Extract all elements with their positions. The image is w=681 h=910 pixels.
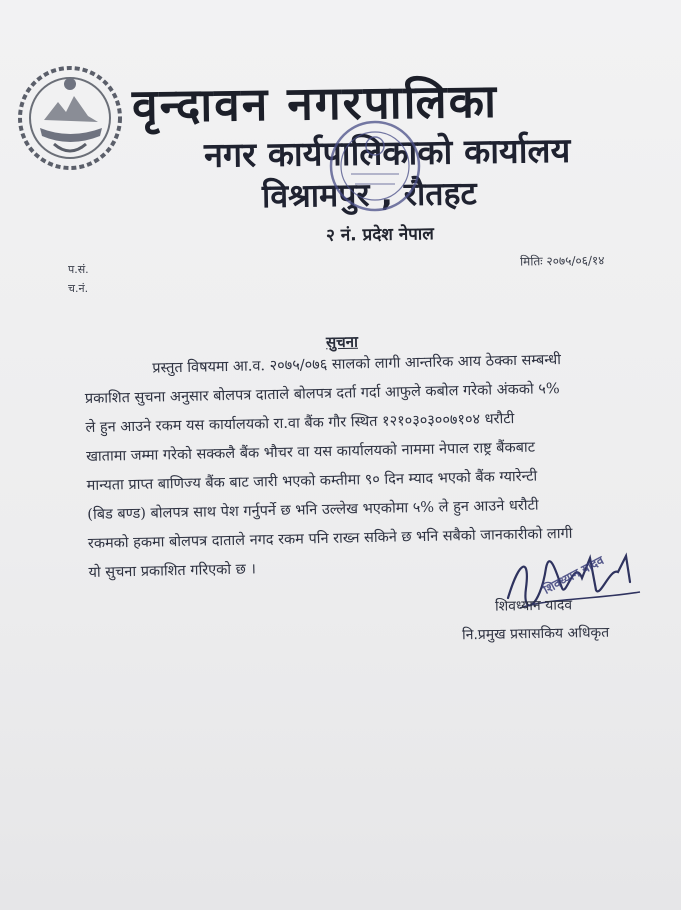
- notice-line: (बिड बण्ड) बोलपत्र साथ पेश गर्नुपर्ने छ भनि उल्लेख भएकोमा ५% ले हुन आउने धरौटी: [87, 497, 539, 523]
- notice-line: खातामा जम्मा गरेको सक्कलै बैंक भौचर वा यस कार्यालयको नाममा नेपाल राष्ट्र बैंकबाट: [85, 439, 536, 465]
- letter-ref-label: प.सं.: [68, 263, 89, 276]
- notice-line: यो सुचना प्रकाशित गरिएको छ ।: [88, 561, 257, 581]
- signer-name: शिवध्यान यादव: [494, 597, 573, 615]
- nepal-emblem-icon: [14, 62, 126, 174]
- notice-title: सुचना: [325, 332, 359, 352]
- province-label: २ नं. प्रदेश नेपाल: [325, 224, 434, 246]
- office-name: नगर कार्यपालिकाको कार्यालय: [203, 130, 571, 176]
- letter-date: मितिः २०७५/०६/१४: [519, 253, 605, 269]
- office-location: विश्रामपुर , रौतहट: [261, 174, 477, 216]
- signatory-stamp: शिवध्यान यादव: [540, 553, 607, 597]
- notice-line: प्रकाशित सुचना अनुसार बोलपत्र दाताले बोलपत्र दर्ता गर्दा आफुले कबोल गरेको अंकको ५%: [84, 381, 560, 407]
- signer-title: नि.प्रमुख प्रसासकिय अधिकृत: [461, 624, 610, 644]
- municipality-name: वृन्दावन नगरपालिका: [131, 73, 499, 133]
- notice-line: ले हुन आउने रकम यस कार्यालयको रा.वा बैंक गौर स्थित १२१०३०३००७१०४ धरौटी: [85, 411, 515, 436]
- notice-line: प्रस्तुत विषयमा आ.व. २०७५/०७६ सालको लागी आन्तरिक आय ठेक्का सम्बन्धी: [152, 352, 562, 377]
- dispatch-no-label: च.नं.: [68, 282, 89, 295]
- office-seal-stamp: [315, 112, 435, 224]
- notice-line: रकमको हकमा बोलपत्र दाताले नगद रकम पनि राख्न सकिने छ भनि सबैको जानकारीको लागी: [87, 525, 573, 552]
- notice-line: मान्यता प्राप्त बाणिज्य बैंक बाट जारी भएको कम्तीमा ९० दिन म्याद भएको बैंक ग्यारेन्टी: [86, 468, 538, 494]
